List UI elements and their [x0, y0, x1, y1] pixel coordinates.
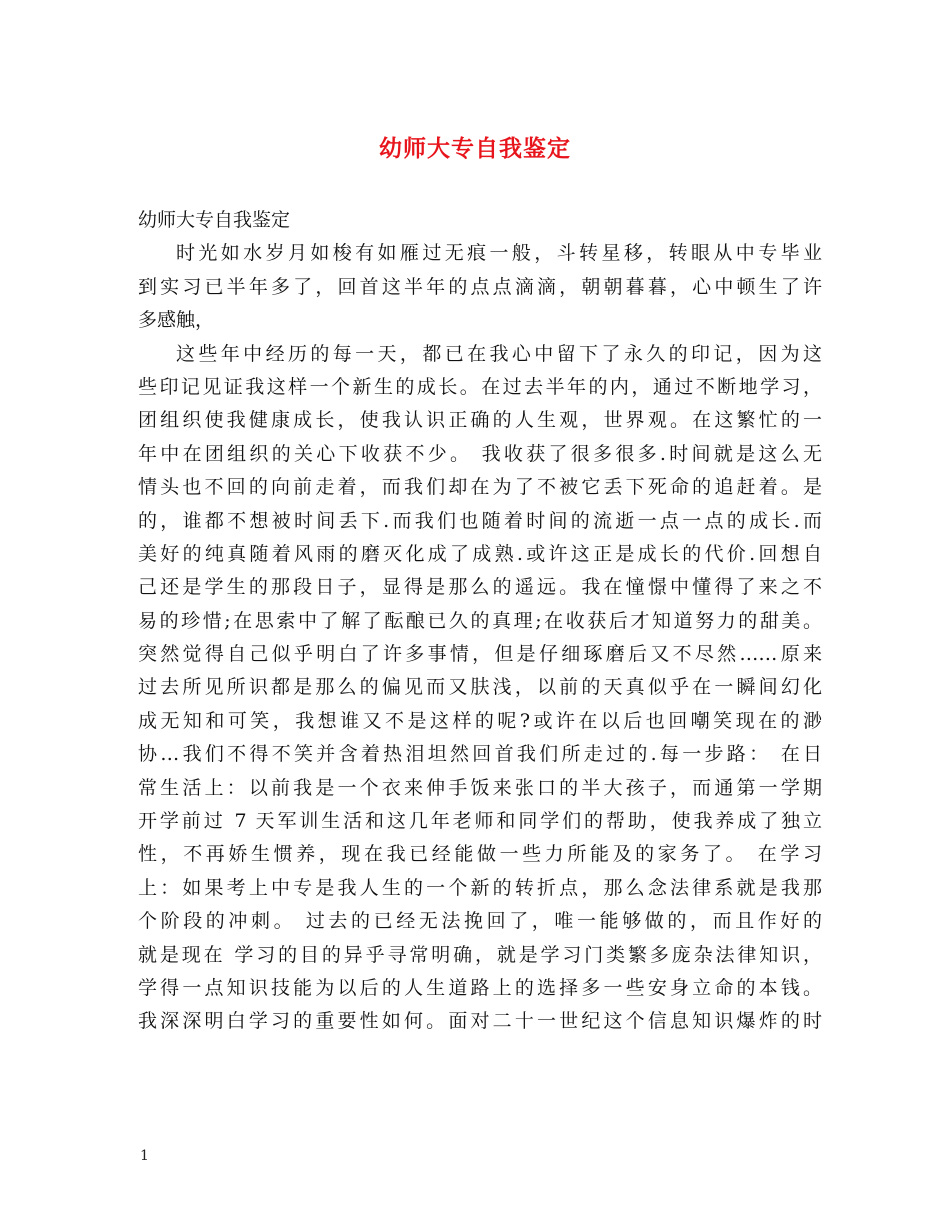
text-line: 幼师大专自我鉴定 — [138, 209, 291, 231]
text-line: 情头也不回的向前走着，而我们却在为了不被它丢下死命的追赶着。是 — [138, 476, 822, 499]
text-line: 的，谁都不想被时间丢下.而我们也随着时间的流逝一点一点的成长.而 — [138, 509, 822, 532]
document-title: 幼师大专自我鉴定 — [379, 135, 571, 162]
text-line: 年中在团组织的关心下收获不少。 我收获了很多很多.时间就是这么无 — [138, 442, 822, 465]
text-line: 到实习已半年多了，回首这半年的点点滴滴，朝朝暮暮，心中顿生了许 — [138, 275, 822, 298]
text-line: 美好的纯真随着风雨的磨灭化成了成熟.或许这正是成长的代价.回想自 — [138, 542, 822, 565]
text-line: 己还是学生的那段日子，显得是那么的遥远。我在憧憬中懂得了来之不 — [138, 576, 822, 599]
text-line: 突然觉得自己似乎明白了许多事情，但是仔细琢磨后又不尽然……原来 — [138, 643, 822, 666]
text-line: 常生活上：以前我是一个衣来伸手饭来张口的半大孩子，而通第一学期 — [138, 776, 822, 799]
text-line: 这些年中经历的每一天，都已在我心中留下了永久的印记，因为这 — [176, 342, 822, 365]
text-line: 多感触， — [138, 309, 215, 332]
text-line: 就是现在 学习的目的异乎寻常明确，就是学习门类繁多庞杂法律知识， — [138, 943, 822, 966]
text-line: 过去所见所识都是那么的偏见而又肤浅，以前的天真似乎在一瞬间幻化 — [138, 676, 822, 699]
text-line: 团组织使我健康成长，使我认识正确的人生观，世界观。在这繁忙的一 — [138, 409, 822, 432]
text-line: 上：如果考上中专是我人生的一个新的转折点，那么念法律系就是我那 — [138, 876, 822, 899]
text-line: 协…我们不得不笑并含着热泪坦然回首我们所走过的.每一步路： 在日 — [138, 743, 822, 766]
text-line: 我深深明白学习的重要性如何。面对二十一世纪这个信息知识爆炸的时 — [138, 1010, 822, 1033]
text-line: 学得一点知识技能为以后的人生道路上的选择多一些安身立命的本钱。 — [138, 976, 822, 999]
text-line: 些印记见证我这样一个新生的成长。在过去半年的内，通过不断地学习， — [138, 375, 822, 398]
text-line: 个阶段的冲刺。 过去的已经无法挽回了，唯一能够做的，而且作好的 — [138, 910, 822, 933]
text-line: 性，不再娇生惯养，现在我已经能做一些力所能及的家务了。 在学习 — [138, 843, 822, 866]
text-line: 易的珍惜;在思索中了解了酝酿已久的真理;在收获后才知道努力的甜美。 — [138, 609, 822, 632]
document-body — [138, 204, 822, 1039]
text-line: 成无知和可笑，我想谁又不是这样的呢?或许在以后也回嘲笑现在的渺 — [138, 709, 822, 732]
page-number: 1 — [140, 1148, 149, 1164]
text-line: 开学前过 7 天军训生活和这几年老师和同学们的帮助，使我养成了独立 — [138, 810, 822, 833]
text-line: 时光如水岁月如梭有如雁过无痕一般，斗转星移，转眼从中专毕业 — [176, 242, 822, 265]
